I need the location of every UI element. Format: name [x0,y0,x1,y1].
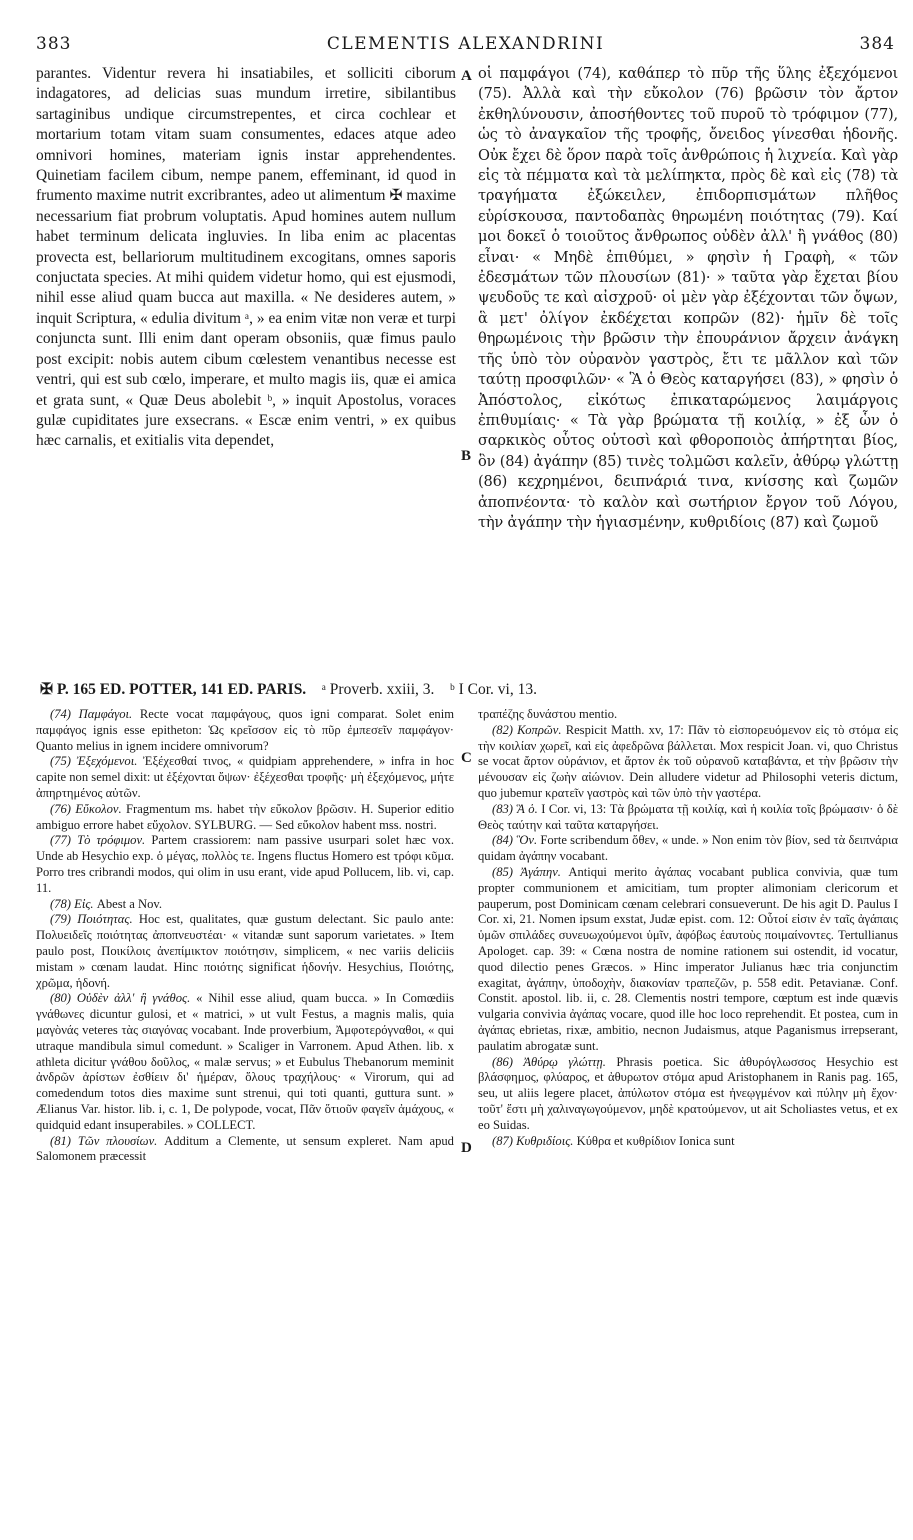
greek-paragraph: οἱ παμφάγοι (74), καθάπερ τὸ πῦρ τῆς ὕλης ἐξεχόμενοι (75). Ἀλλὰ καὶ τὴν εὔκολον (76) βρῶσιν τὸν ἄρτον ἐκθηλύνουσιν, ἀποσήθοντες τοῦ πυροῦ τὸ τρόφιμον (77), ὡς τὸ ἀναγκαῖον τῆς τροφῆς, ὄνειδος γίνεσθαι ἡδονῆς. Οὐκ ἔχει δὲ ὅρον παρὰ τοῖς ἀνθρώποις ἡ λιχνεία. Καὶ γὰρ εἰς τὰ πέμματα καὶ τὰ μελίπηκτα, πρὸς δὲ καὶ εἰς (78) τὰ τραγήματα ἐξώκειλεν, ἐπιδορπισμάτων πλῆθος εὑρίσκουσα, παντοδαπὰς θηρωμένη ποιότητας (79). Καί μοι δοκεῖ ὁ τοιοῦτος ἄνθρωπος οὐδὲν ἀλλ' ἢ γνάθος (80) εἶναι· « Μηδὲ ἐπιθύμει, » φησὶν ἡ Γραφὴ, « τῶν ἐδεσμάτων τῶν πλουσίων (81)· » ταῦτα γὰρ ἔχεται βίου ψευδοῦς τε καὶ αἰσχροῦ· οἱ μὲν γὰρ ἐξέχονται τῶν ὄψων, ἃ μετ' ὀλίγον ἐκδέχεται κοπρῶν (82)· ἡμῖν δὲ τοῖς θηρωμένοις τὴν βρῶσιν τὴν ἐπουράνιον ἄρχειν ἀνάγκη τῆς ὑπὸ τὸν οὐρανὸν γαστρὸς, ἔτι τε μᾶλλον καὶ τῶν ταύτῃ προσφιλῶν· « Ἃ ὁ Θεὸς καταργήσει (83), » φησὶν ὁ Ἀπόστολος, εἰκότως ἐπικαταρώμενος λαιμάργοις ἐπιθυμίαις· « Τὰ γὰρ βρώματα τῇ κοιλίᾳ, » ἐξ ὧν ὁ σαρκικὸς οὗτος οὑτοσὶ καὶ φθοροποιὸς ἀπήρτηται βίος, ὃν (84) ἀγάπην (85) τινὲς τολμῶσι καλεῖν, ἀθύρῳ γλώττῃ (86) κεχρημένοι, δειπνάριά τινα, κνίσσης καὶ ζωμῶν ἀποπνέοντα· τὸ καλὸν καὶ σωτήριον ἔργον τοῦ Λόγου, τὴν ἀγάπην τὴν ἡγιασμένην, κυθριδίοις (87) καὶ ζωμοῦ [478,65,898,531]
page-header [36,30,895,60]
footnote-label: (74) Παμφάγοι. [50,707,133,721]
footnote [36,707,454,754]
footnote-text: Hoc est, qualitates, quæ gustum delectant. Sic paulo ante: Πολυειδεῖς ποιότητας ἀποπνευστέαι· « vitandæ sunt saporum varietates. » Item paulo post, Ποικίλοις ἀνεπίμικτον ποιότησιν, simplicem, « nec variis deliciis mistam » cœnam laudat. Hinc ποιότης significat ἡδονήν. Hesychius, Ποιότης, χρῶμα, ἡδονή. [36,912,454,990]
footnote-label: (77) Τὸ τρόφιμον. [50,833,146,848]
footnote-label: (85) Ἀγάπην. [492,864,561,879]
footnote [478,1055,898,1134]
margin-marker-c: C [461,750,472,766]
footnote [36,991,454,1133]
latin-paragraph: parantes. Videntur revera hi insatiabiles, et sollicitі ciborum indagatores, ad delicias suas mundum irretire, sibilantibus sartaginibus undique circumstrepentes, et circa cochlear et mortarium totam vitam suam consumentes, edaces atque adeo omnivori homines, materiam ignis instar apprehendentes. Quinetiam facilem cibum, nempe panem, effeminant, id quod in frumento maxime nutrit excribrantes, adeo ut alimentum ✠ maxime necessarium fiat probrum voluptatis. Apud homines autem nullum habet terminum delicata ingluvies. In liba enim ac placentas provecta est, bellariorum multitudinem excogitans, omnes saporis conjuctata species. At mihi quidem videtur homo, qui est ejusmodi, nihil esse aliud quam bucca aut maxilla. « Ne desideres autem, » inquit Scriptura, « edulia divitum ᵃ, » ea enim vitæ non veræ et turpi conjuncta sunt. Illi enim dant operam obsoniis, quæ fimus paulo post excipit: nobis autem cibum cœlestem venantibus necesse est ventri, qui est sub cœlo, imperare, et multo magis iis, quæ ei amica et grata sunt, « Quæ Deus abolebit ᵇ, » inquit Apostolus, voraces gulæ cupiditates jure exsecrans. « Escæ enim ventri, » ex quibus hæc carnalis, et exitialis vita dependet, [36,65,456,450]
footnote [36,1134,454,1166]
margin-marker-d: D [461,1140,472,1156]
footnote-label: (83) Ἃ ὁ. [492,801,538,816]
footnote-label: (86) Ἀθύρῳ γλώττῃ. [492,1054,606,1069]
footnote-label: (75) Ἐξεχόμενοι. [50,754,138,769]
footnote-label: (78) Εἰς. [50,896,94,911]
footnote-label: (76) Εὔκολον. [50,801,122,816]
footnote-text: Abest a Nov. [93,896,163,911]
page-number-right: 384 [859,34,895,54]
footnote-text: τραπέζης δυνάστου mentio. [478,707,618,721]
footnote-text: Ἐξέχεσθαί τινος, « quidpiam apprehendere, » infra in hoc capite non semel dixit: ut ἐξέχονται ὄψων· ἐξέχεσθαι τροφῆς· μὴ ἐξεχόμενος, μήτε ἀπηρτημένος αὐτῶν. [36,754,454,800]
main-text-greek [478,64,898,674]
edition-reference: ✠ P. 165 ED. POTTER, 141 ED. PARIS. [40,681,307,698]
footnotes-right-column [478,707,898,1525]
footnote-continuation [478,707,898,723]
footnote-label: (80) Οὐδὲν ἀλλ' ἢ γνάθος. [50,991,191,1006]
footnote-text: Phrasis poetica. Sic ἀθυρόγλωσσος Hesychio est βλάσφημος, φλύαρος, et ἀθυρωτον στόμα apud Aristophanem in Ranis pag. 165, seu, ut aliis legere placet, ἀπύλωτον στόμα est ἠνεῳγμένον καὶ πύλην μὴ ἔχον· τοῦτ' ἔστι μὴ χαλιναγωγούμενον, μηδὲ κρατούμενον, ut ait Scholiastes vetus, et ex eo Suidas. [478,1054,898,1132]
footnote-text: « Nihil esse aliud, quam bucca. » In Comœdiis γνάθωνες dicuntur gulosi, et « matrici, » ut vult Festus, a magnis malis, quia μαγὸνάς veteres τὰς σιαγόνας vocabant. Inde proverbium, Ἀμφοτερόγναθοι, « qui utraque mandibula simul comedunt. » Scaliger in Varronem. Apud Athen. lib. x athleta dicitur γνάθου δοῦλος, « malæ servus; » et Eubulus Thebanorum meminit ἀνδρῶν ἀρίστων ἐσθίειν δι' ἡμέραν, ὅλους τραχήλους· « Virorum, qui ad comedendum totos dies maxime sunt strenui, qui toti quanti, guttura sunt. » Ælianus Var. histor. lib. i, c. 1, De polypode, vocat, Πᾶν ὅτιοῦν φαγεῖν ἀμάχους, « quidquid edant insuperabiles. » COLLECT. [36,991,454,1132]
footnote-text: Antiqui merito ἀγάπας vocabant publica convivia, quæ tum propter communionem et amicitiam, tum propter alimoniam clericorum et pauperum, post Dominicam cœnam celebrari consueverunt. De his agit D. Paulus I Cor. xi, 21. Nomen ipsum exstat, Judæ epist. com. 12: Οὗτοί εἰσιν ἐν ταῖς ἀγάπαις ὑμῶν σπιλάδες συνευωχούμενοι ὑμῖν, ἀφόβως ἑαυτοὺς ποιμαίνοντες. Tertullianus Apologet. cap. 39: « Cœna nostra de nomine rationem sui ostendit, id vocatur, quod dilectio penes Græcos. » Hinc imperator Julianus hæc tria conjunctim exagitat, ἀγάπην, ὑποδοχὴν, διακονίαν τραπεζῶν, p. 558 edit. Petavianæ. Conf. Constit. apostol. lib. ii, c. 28. Clementis nostri tempore, cœptum est inde quævis vulgaria convivia ἀγάπας vocare, quod ille hoc loco reprehendit. Et postea, cum in ἀγάπας ebrietas, rixæ, ambitio, necnon Judaismus, atque Paganismus irrepserant, paulatim abrogatæ sunt. [478,864,898,1053]
footnote [478,723,898,802]
footnote-text: Fragmentum ms. habet τὴν εὔκολον βρῶσιν. H. Superior editio ambiguo errore habet εὔχολον. SYLBURG. — Sed εὔκολον habent mss. nostri. [36,801,454,832]
footnote-text: Additum a Clemente, ut sensum expleret. Nam apud Salomonem præcessit [36,1133,454,1164]
footnote [36,754,454,801]
footnote [36,912,454,991]
page-number-left: 383 [36,34,72,54]
scripture-ref-a: ᵃ Proverb. xxiii, 3. [321,681,435,698]
footnote-text: Respicit Matth. xv, 17: Πᾶν τὸ εἰσπορευόμενον εἰς τὸ στόμα εἰς τὴν κοιλίαν χωρεῖ, καὶ εἰς ἀφεδρῶνα βάλλεται. Mox respicit Joan. vi, quo Christus se vocat ἄρτον οὐράνιον, et ἄρτον ἐκ τοῦ οὐρανοῦ καταβάντα, et τὴν βρῶσιν τὴν μένουσαν εἰς ζωὴν αἰώνιον. Dein alludere videtur ad Philosophi veteris dictum, quo jubemur κρατεῖν γαστρὸς καὶ τῶν ὑπὸ τὴν γαστέρα. [478,722,898,800]
footnote [36,802,454,834]
running-title: CLEMENTIS ALEXANDRINI [326,34,605,54]
footnote-label: (81) Τῶν πλουσίων. [50,1133,158,1148]
footnote-label: (87) Κυθριδίοις. [492,1133,574,1148]
footnote [478,802,898,834]
footnote [36,897,454,913]
footnote-text: I Cor. vi, 13: Τὰ βρώματα τῇ κοιλίᾳ, καὶ ἡ κοιλία τοῖς βρώμασιν· ὁ δὲ Θεὸς ταύτην καὶ ταῦτα καταργήσει. [478,801,898,832]
margin-marker-b: B [461,448,472,464]
footnote-text: Partem crassiorem: nam passive usurpari solet hæc vox. Unde ab Hesychio exp. ὁ μέγας, πολλὸς τε. Ingens fluctus Homero est τρόφι κῦμα. Porro tres cribrandi modos, qui olim in usu erant, vide apud Pollucem, lib. vi, cap. 11. [36,833,454,895]
footnote-label: (82) Κοπρῶν. [492,722,562,737]
footnote [36,833,454,896]
footnote-label: (79) Ποιότητας. [50,912,133,927]
footnote-text: Recte vocat παμφάγους, quos igni comparat. Solet enim παμφάγος ignis esse epitheton: Ὡς κρεῖσσον εἰς τὸ πῦρ ἐμπεσεῖν παμφάγον· Quanto melius in ignem incidere omnivorum? [36,707,454,753]
footnote [478,865,898,1055]
footnote-label: (84) Ὃν. [492,833,538,848]
footnote-text: Κύθρα et κυθρίδιον Ionica sunt [573,1133,735,1148]
edition-reference-line [40,680,883,699]
footnotes-left-column [36,707,454,1525]
margin-marker-a: A [461,68,472,84]
scripture-ref-b: ᵇ I Cor. vi, 13. [449,681,537,698]
footnote [478,1134,898,1150]
footnote [478,833,898,865]
main-text-latin [36,64,456,674]
footnote-text: Forte scribendum ὅθεν, « unde. » Non enim τὸν βίον, sed τὰ δειπνάρια quidam ἀγάπην vocabant. [478,833,898,864]
